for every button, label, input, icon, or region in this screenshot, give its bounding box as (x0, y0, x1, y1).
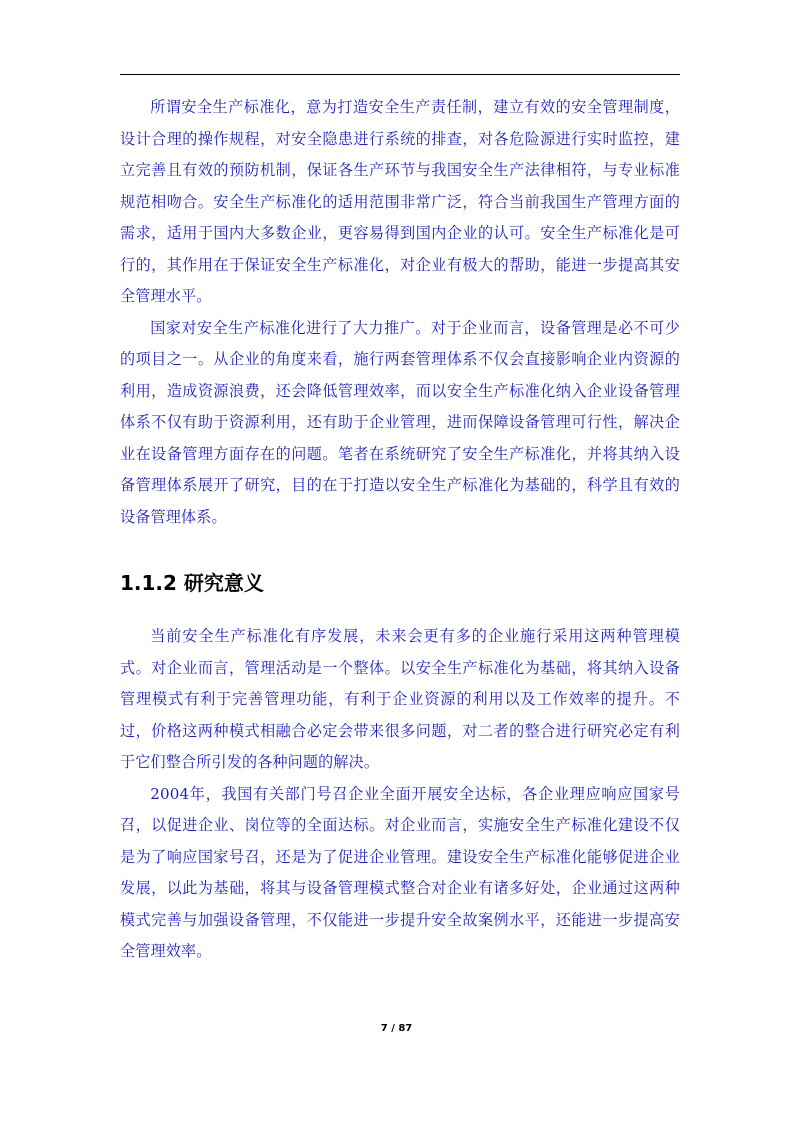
section-significance-body (120, 621, 680, 968)
page-number: 7 / 87 (380, 1023, 413, 1034)
header-rule (120, 74, 680, 75)
paragraph: 所谓安全生产标准化，意为打造安全生产责任制，建立有效的安全管理制度，设计合理的操作规程，对安全隐患进行系统的排查，对各危险源进行实时监控，建立完善且有效的预防机制，保证各生产环节与我国安全生产法律相符，与专业标准规范相吻合。安全生产标准化的适用范围非常广泛，符合当前我国生产管理方面的需求，适用于国内大多数企业，更容易得到国内企业的认可。安全生产标准化是可行的，其作用在于保证安全生产标准化，对企业有极大的帮助，能进一步提高其安全管理水平。 (120, 98, 680, 305)
section-intro-body (120, 92, 680, 533)
section-heading: 1.1.2 研究意义 (120, 571, 264, 595)
paragraph: 当前安全生产标准化有序发展，未来会更有多的企业施行采用这两种管理模式。对企业而言，管理活动是一个整体。以安全生产标准化为基础，将其纳入设备管理模式有利于完善管理功能，有利于企业资源的利用以及工作效率的提升。不过，价格这两种模式相融合必定会带来很多问题，对二者的整合进行研究必定有利于它们整合所引发的各种问题的解决。 (120, 627, 680, 771)
paragraph: 国家对安全生产标准化进行了大力推广。对于企业而言，设备管理是必不可少的项目之一。从企业的角度来看，施行两套管理体系不仅会直接影响企业内资源的利用，造成资源浪费，还会降低管理效率，而以安全生产标准化纳入企业设备管理体系不仅有助于资源利用，还有助于企业管理，进而保障设备管理可行性，解决企业在设备管理方面存在的问题。笔者在系统研究了安全生产标准化，并将其纳入设备管理体系展开了研究，目的在于打造以安全生产标准化为基础的，科学且有效的设备管理体系。 (120, 318, 680, 526)
paragraph: 2004年，我国有关部门号召企业全面开展安全达标，各企业理应响应国家号召，以促进企业、岗位等的全面达标。对企业而言，实施安全生产标准化建设不仅是为了响应国家号召，还是为了促进企业管理。建设安全生产标准化能够促进企业发展，以此为基础，将其与设备管理模式整合对企业有诸多好处，企业通过这两种模式完善与加强设备管理，不仅能进一步提升安全故案例水平，还能进一步提高安全管理效率。 (120, 784, 680, 960)
